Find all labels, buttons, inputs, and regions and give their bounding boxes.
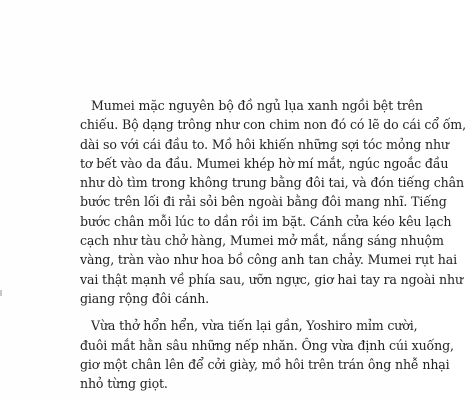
text-line: cạch như tàu chở hàng, Mumei mở mắt, nắng sáng nhuộm bbox=[80, 233, 444, 249]
text-line: Vừa thở hổn hển, vừa tiến lại gần, Yoshiro mỉm cười, bbox=[91, 318, 418, 334]
paragraph-spacer bbox=[80, 308, 380, 316]
text-line: giang rộng đôi cánh. bbox=[80, 290, 210, 306]
text-line: như dò tìm trong không trung bằng đôi tai, và đón tiếng chân bbox=[80, 175, 464, 191]
text-line: tơ bết vào da đầu. Mumei khép hờ mí mắt, ngúc ngoắc đầu bbox=[80, 155, 449, 171]
body-text bbox=[80, 96, 466, 393]
page-edge-mark bbox=[0, 290, 2, 296]
text-line: Mumei mặc nguyên bộ đồ ngủ lụa xanh ngồi bệt trên bbox=[91, 98, 423, 113]
text-line: bước trên lối đi rải sỏi bên ngoài bằng đôi mang nhĩ. Tiếng bbox=[80, 194, 447, 210]
text-line: giơ một chân lên để cởi giày, mồ hôi trên trán ông nhễ nhại bbox=[80, 356, 450, 372]
text-line: vai thật mạnh về phía sau, ưỡn ngực, giơ hai tay ra ngoài như bbox=[80, 271, 463, 287]
text-line: bước chân mỗi lúc to dần rồi im bặt. Cánh cửa kéo kêu lạch bbox=[80, 213, 452, 229]
paragraph-1 bbox=[80, 96, 466, 308]
text-line: chiếu. Bộ dạng trông như con chim non đó có lẽ do cái cổ ốm, bbox=[80, 117, 466, 133]
text-line: nhỏ từng giọt. bbox=[80, 376, 168, 392]
text-line: đuôi mắt hằn sâu những nếp nhăn. Ông vừa định cúi xuống, bbox=[80, 337, 454, 353]
paragraph-2 bbox=[80, 316, 454, 393]
text-line: vàng, tràn vào như hoa bồ công anh tan chảy. Mumei rụt hai bbox=[80, 252, 457, 268]
text-line: dài so với cái đầu to. Mồ hôi khiến những sợi tóc mỏng như bbox=[80, 136, 449, 152]
